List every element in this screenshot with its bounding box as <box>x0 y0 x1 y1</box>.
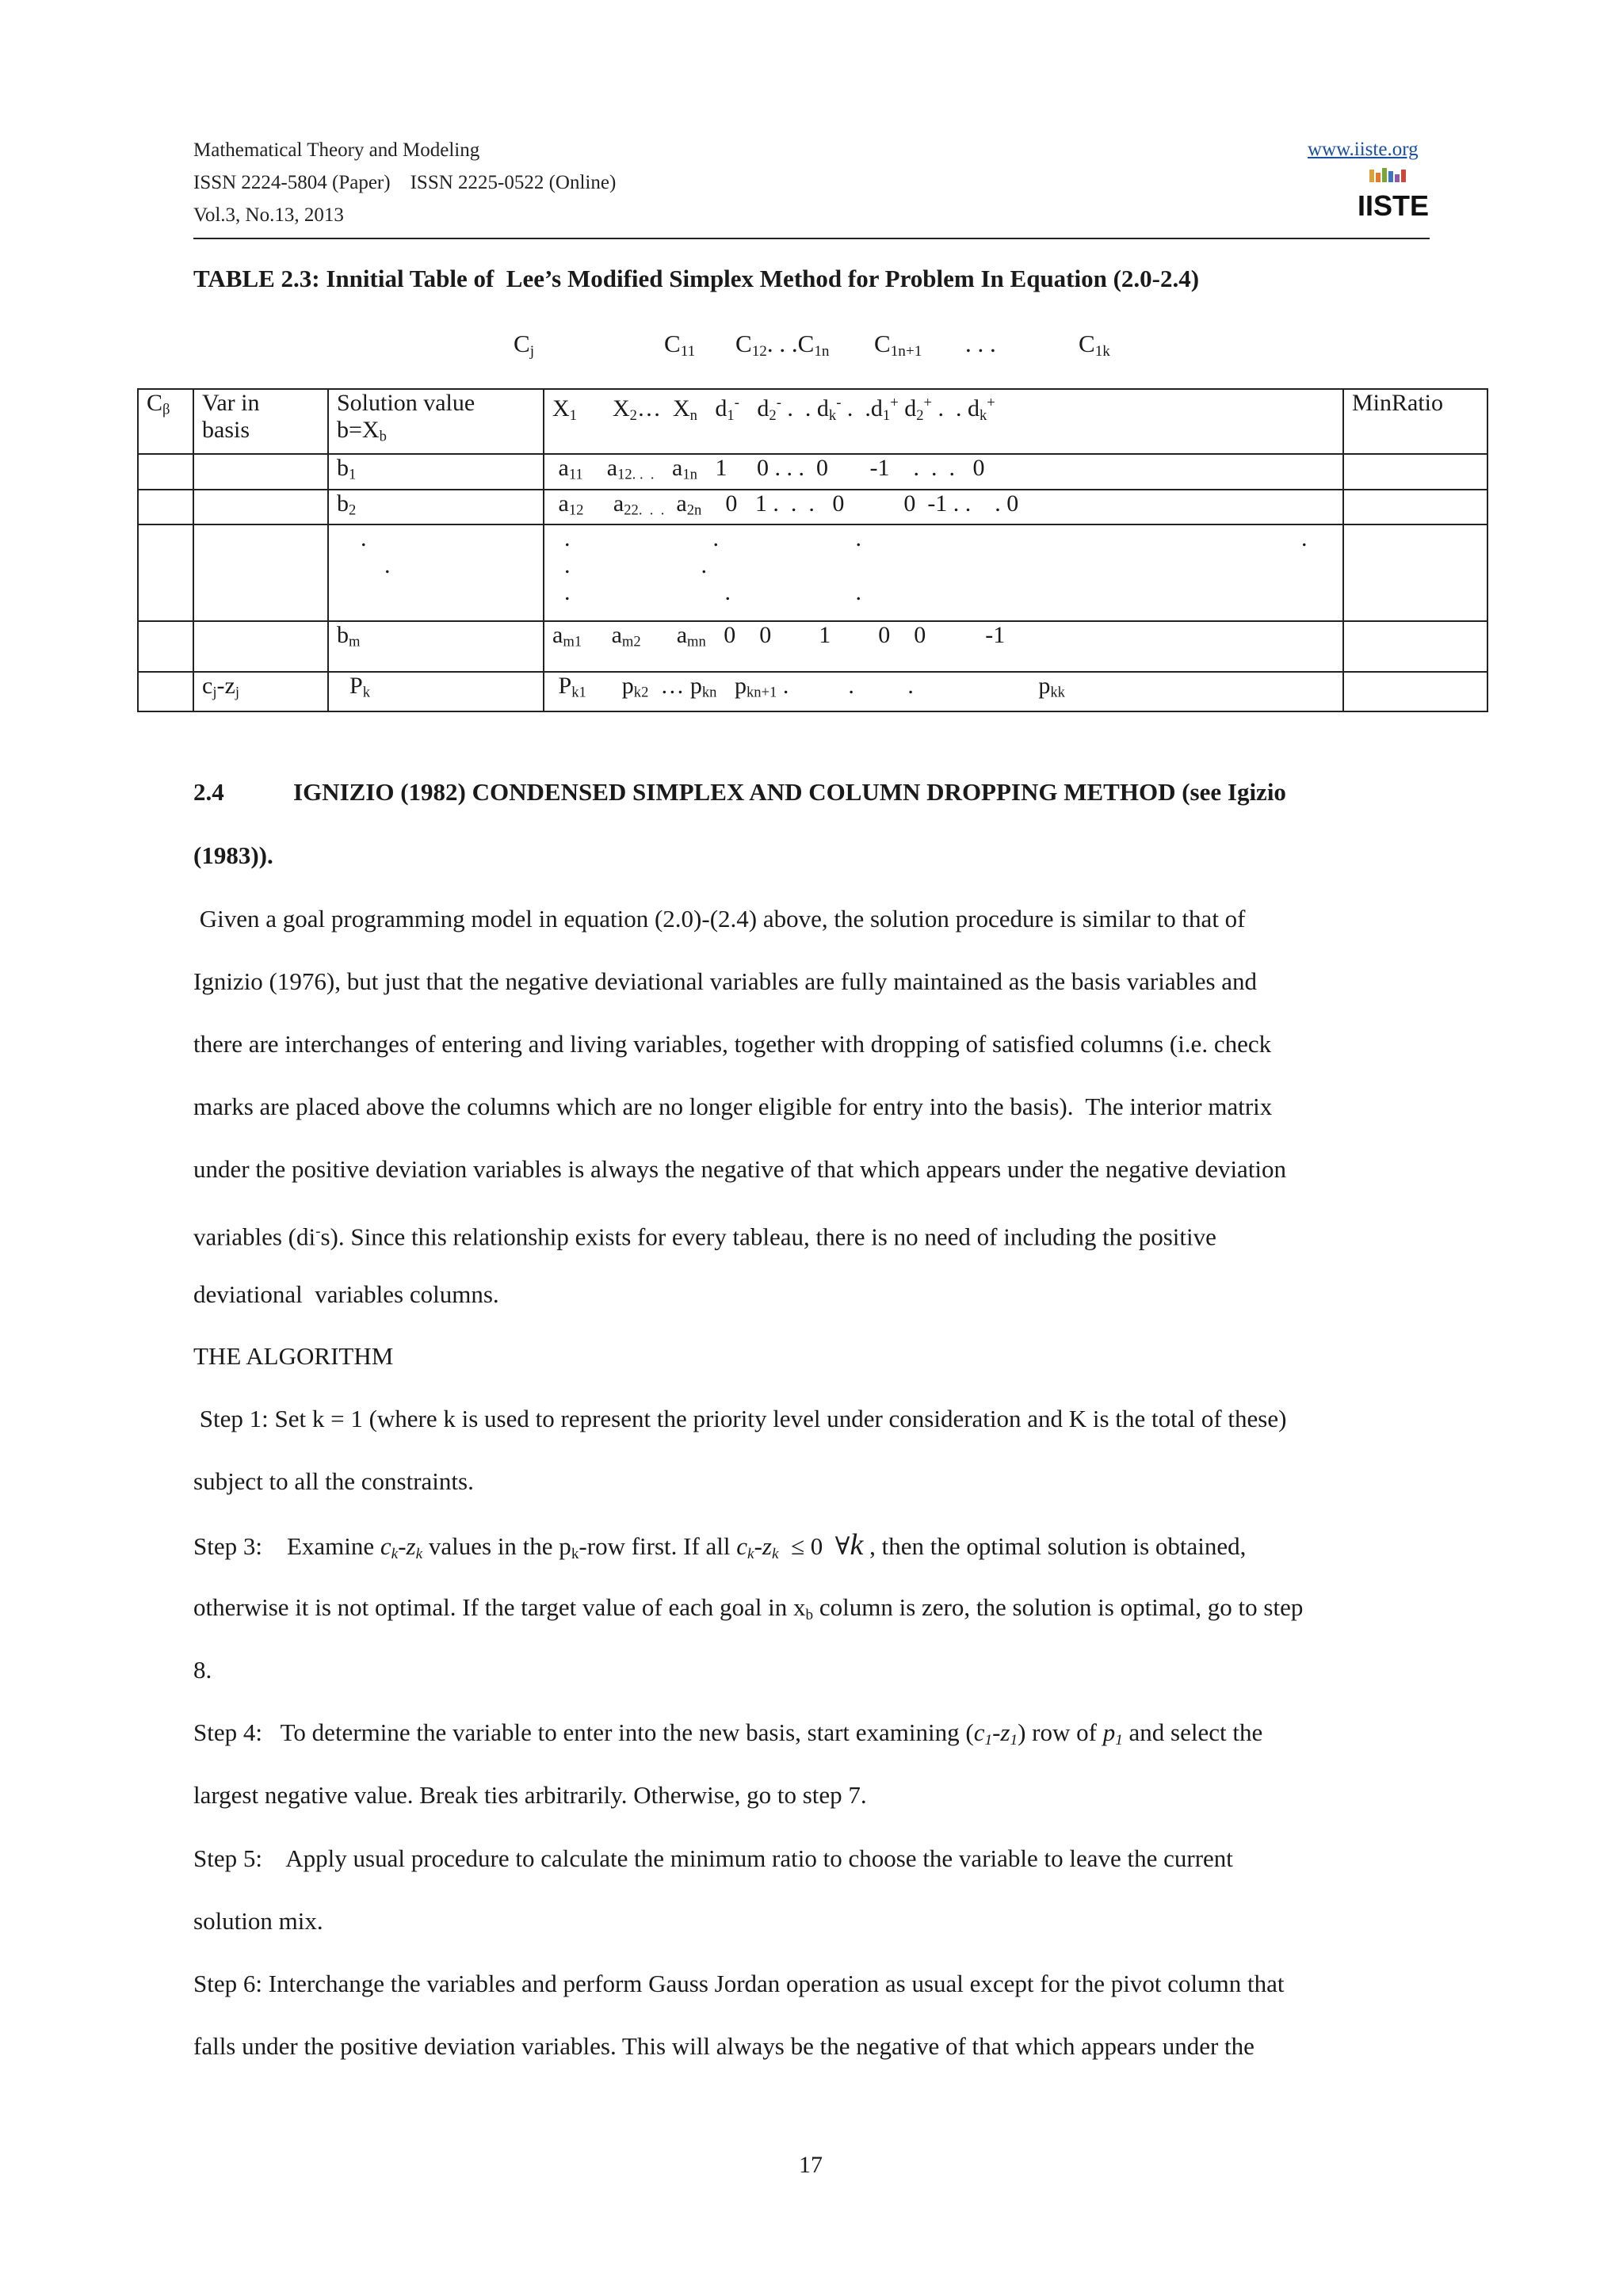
step4-line: Step 4: To determine the variable to enter into the new basis, start examining $(c_1-z_1)$ row of $p_1$ and select the <box>193 1718 1263 1749</box>
issn-line: ISSN 2224-5804 (Paper) ISSN 2225-0522 (Online) <box>193 172 617 193</box>
solution-value-header: Solution value $b=X_b$ <box>328 389 544 454</box>
b1-coefficients: $a_{11}$ $a_{12. . .}$ $a_{1n}$ 1 0 . . . 0 -1 . . . 0 <box>544 454 1343 490</box>
step5-line-cont: solution mix. <box>193 1907 323 1935</box>
c1n1-label: $C_{1n+1}$ <box>874 330 922 360</box>
step3-line-end: 8. <box>193 1656 212 1684</box>
step3-line: Step 3: Examine $c_k-z_k$ values in the $p_k$-row first. If all $c_k-z_k \le 0$ ∀k , then the optimal solution is obtained, <box>193 1528 1247 1562</box>
min-ratio-header: MinRatio <box>1343 389 1487 454</box>
section-number: 2.4 <box>193 778 224 806</box>
paragraph-line-last: deviational variables columns. <box>193 1280 499 1308</box>
iiste-logo <box>1357 168 1430 227</box>
cj-label: $C_j$ <box>514 330 535 360</box>
paragraph-line: marks are placed above the columns which are no longer eligible for entry into the basis). The interior matrix <box>193 1093 1273 1120</box>
lee-simplex-table <box>137 388 1488 712</box>
b2-coefficients: $a_{12}$ $a_{22. . .}$ $a_{2n}$ 0 1 . . . 0 0 -1 . . . 0 <box>544 490 1343 525</box>
table-row-cjzj <box>138 672 1487 711</box>
table-row-b2 <box>138 490 1487 525</box>
step1-line: Step 1: Set k = 1 (where k is used to represent the priority level under consideration and K is the total of these) <box>193 1405 1287 1432</box>
table-header-row <box>138 389 1487 454</box>
table-row-bm <box>138 621 1487 672</box>
variable-columns-header: $X_1$ $X_2\dots$ $X_n$ $d_1^-$ $d_2^-$ . . $d_k^-$ . $.d_1^+$ $d_2^+$ . . $d_k^+$ <box>544 389 1343 454</box>
section-heading: IGNIZIO (1982) CONDENSED SIMPLEX AND COLUMN DROPPING METHOD (see Igizio <box>293 778 1286 806</box>
website-link[interactable]: www.iiste.org <box>1308 139 1419 160</box>
c1k-label: $C_{1k}$ <box>1079 330 1110 360</box>
bm-coefficients: $a_{m1}$ $a_{m2}$ $a_{mn}$ 0 0 1 0 0 -1 <box>544 621 1343 672</box>
volume-line: Vol.3, No.13, 2013 <box>193 204 344 226</box>
c11-label: $C_{11}$ <box>664 330 696 360</box>
journal-title: Mathematical Theory and Modeling <box>193 139 480 161</box>
table-caption: TABLE 2.3: Innitial Table of Lee’s Modified Simplex Method for Problem In Equation (2.0-2.4) <box>193 265 1200 292</box>
c12-c1n-label: $C_{12}$. . $.C_{1n}$ <box>735 330 830 360</box>
bm-cell: $b_m$ <box>328 621 544 672</box>
step6-line: Step 6: Interchange the variables and perform Gauss Jordan operation as usual except for the pivot column that <box>193 1970 1285 1997</box>
step5-line: Step 5: Apply usual procedure to calculate the minimum ratio to choose the variable to leave the current <box>193 1844 1233 1872</box>
paragraph-line: there are interchanges of entering and living variables, together with dropping of satisfied columns (i.e. check <box>193 1030 1272 1058</box>
step1-line-cont: subject to all the constraints. <box>193 1467 474 1495</box>
pk-values: $P_{k1}$ $p_{k2}$ … $p_{kn}$ $p_{kn+1}$ . . . $p_{kk}$ <box>544 672 1343 711</box>
algorithm-title: THE ALGORITHM <box>193 1342 394 1370</box>
table-row-ellipsis <box>138 524 1487 621</box>
ellipsis-cell: . . <box>328 524 544 621</box>
pk-cell: $P_k$ <box>328 672 544 711</box>
paragraph-line: Given a goal programming model in equation (2.0)-(2.4) above, the solution procedure is similar to that of <box>193 905 1246 933</box>
header-rule <box>193 238 1430 239</box>
b1-cell: $b_1$ <box>328 454 544 490</box>
table-row-b1 <box>138 454 1487 490</box>
svg-text:IISTE: IISTE <box>1357 189 1430 222</box>
section-heading-continued: (1983)). <box>193 841 273 869</box>
step3-line-cont: otherwise it is not optimal. If the target value of each goal in $x_b$ column is zero, the solution is optimal, go to step <box>193 1593 1304 1623</box>
cjzj-cell: $c_j-z_j$ <box>193 672 328 711</box>
cbeta-header: $C_\beta$ <box>138 389 193 454</box>
paragraph-line: under the positive deviation variables is always the negative of that which appears under the negative deviation <box>193 1155 1287 1183</box>
paragraph-line-variables: variables (di-s). Since this relationship exists for every tableau, there is no need of including the positive <box>193 1222 1216 1251</box>
var-in-basis-header: Var in basis <box>193 389 328 454</box>
ellipsis-coefficients: . . . . . . . . . <box>544 524 1343 621</box>
step4-line-cont: largest negative value. Break ties arbitrarily. Otherwise, go to step 7. <box>193 1781 867 1809</box>
page-number: 17 <box>799 2152 823 2178</box>
step6-line-cont: falls under the positive deviation variables. This will always be the negative of that which appears under the <box>193 2032 1254 2060</box>
cj-dots: . . . <box>965 330 996 357</box>
b2-cell: $b_2$ <box>328 490 544 525</box>
paragraph-line: Ignizio (1976), but just that the negative deviational variables are fully maintained as the basis variables and <box>193 967 1258 995</box>
